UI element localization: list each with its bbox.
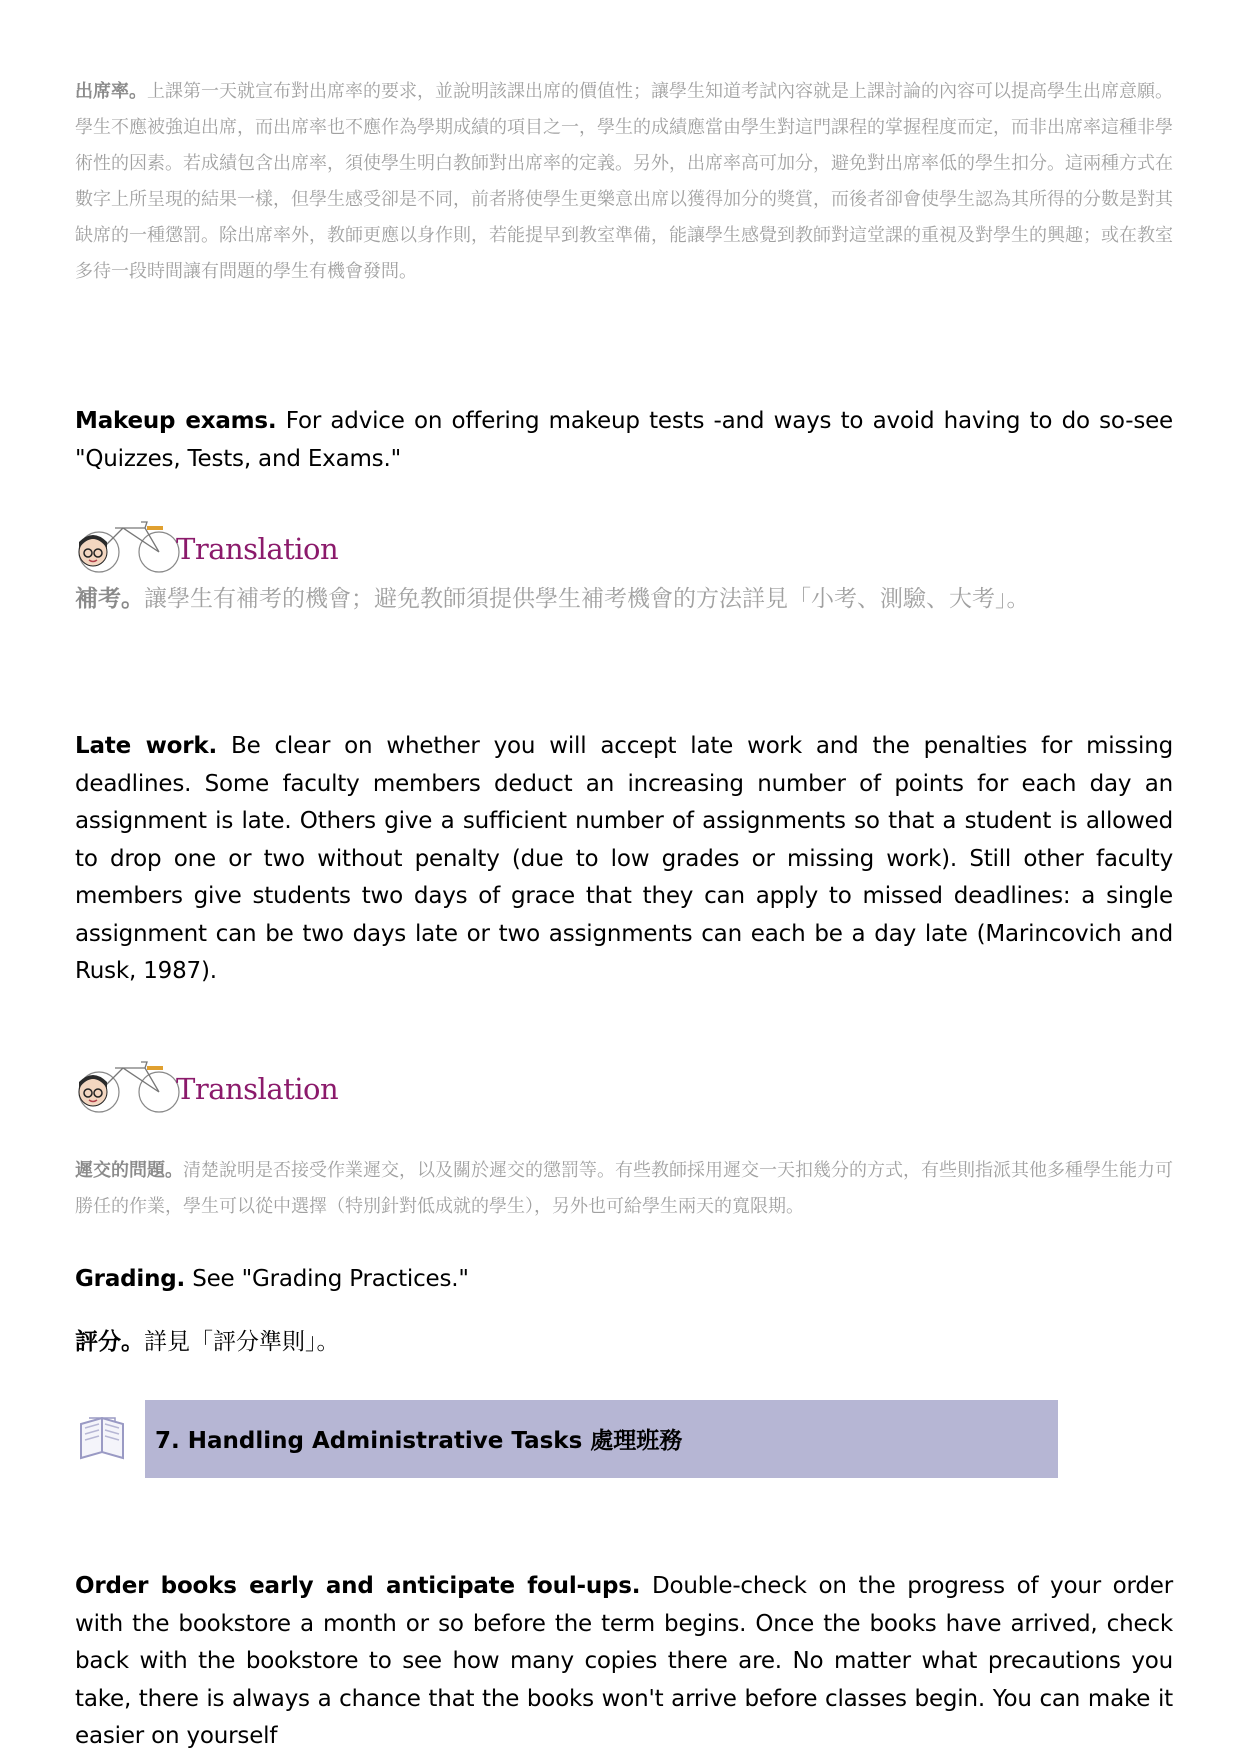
makeup-body: For advice on offering makeup tests -and ways to avoid having to do so-see "Quizzes, Tests, and Exams.": [75, 408, 1174, 472]
book-icon: [75, 1412, 129, 1470]
late-work-paragraph: [75, 728, 1173, 991]
late-work-term: Late work.: [75, 733, 218, 759]
attendance-zh-paragraph: [75, 74, 1173, 290]
attendance-zh-body: 上課第一天就宣布對出席率的要求，並說明該課出席的價值性；讓學生知道考試內容就是上課討論的內容可以提高學生出席意願。學生不應被強迫出席，而出席率也不應作為學期成績的項目之一，學生的成績應當由學生對這門課程的掌握程度而定，而非出席率這種非學術性的因素。若成績包含出席率，須使學生明白教師對出席率的定義。另外，出席率高可加分，避免對出席率低的學生扣分。這兩種方式在數字上所呈現的結果一樣，但學生感受卻是不同，前者將使學生更樂意出席以獲得加分的獎賞，而後者卻會使學生認為其所得的分數是對其缺席的一種懲罰。除出席率外，教師更應以身作則，若能提早到教室準備，能讓學生感覺到教師對這堂課的重視及對學生的興趣；或在教室多待一段時間讓有問題的學生有機會發問。: [75, 81, 1173, 282]
makeup-term: Makeup exams.: [75, 408, 277, 434]
grading-zh-body: 詳見「評分準則」。: [144, 1329, 340, 1355]
section-title-bar: [145, 1400, 1058, 1478]
section-title: 7. Handling Administrative Tasks 處理班務: [155, 1428, 683, 1454]
translation-label: Translation: [176, 532, 339, 566]
grading-term: Grading.: [75, 1266, 186, 1292]
translation-logo: [75, 1048, 339, 1114]
makeup-paragraph: [75, 403, 1173, 478]
late-work-zh-term: 遲交的問題。: [75, 1160, 183, 1181]
late-work-body: Be clear on whether you will accept late work and the penalties for missing deadlines. Some faculty members deduct an increasing number of points for each day an assignment is late. Others give a sufficient number of assignments so that a student is allowed to drop one or two without penalty (due to low grades or missing work). Still other faculty members give students two days of grace that they can apply to missed deadlines: a single assignment can be two days late or two assignments can each be a day late (Marincovich and Rusk, 1987).: [75, 733, 1173, 984]
grading-zh-paragraph: [75, 1324, 1173, 1360]
grading-body: See "Grading Practices.": [185, 1266, 469, 1292]
translation-label: Translation: [176, 1072, 339, 1106]
order-books-term: Order books early and anticipate foul-ups.: [75, 1573, 641, 1599]
order-books-paragraph: [75, 1568, 1173, 1756]
makeup-zh-paragraph: [75, 581, 1173, 617]
makeup-zh-term: 補考。: [75, 585, 144, 612]
attendance-zh-term: 出席率。: [75, 81, 147, 102]
translation-logo: [75, 508, 339, 574]
grading-paragraph: [75, 1261, 1173, 1299]
late-work-zh-paragraph: [75, 1153, 1173, 1225]
late-work-zh-body: 清楚說明是否接受作業遲交，以及關於遲交的懲罰等。有些教師採用遲交一天扣幾分的方式，有些則指派其他多種學生能力可勝任的作業，學生可以從中選擇（特別針對低成就的學生），另外也可給學生兩天的寬限期。: [75, 1160, 1173, 1217]
grading-zh-term: 評分。: [75, 1328, 144, 1355]
makeup-zh-body: 讓學生有補考的機會；避免教師須提供學生補考機會的方法詳見「小考、測驗、大考」。: [144, 586, 1030, 612]
section-header: [75, 1400, 1173, 1478]
order-books-body: Double-check on the progress of your order with the bookstore a month or so before the term begins. Once the books have arrived, check back with the bookstore to see how many copies there are. No matter what precautions you take, there is always a chance that the books won't arrive before classes begin. You can make it easier on yourself: [75, 1573, 1173, 1749]
